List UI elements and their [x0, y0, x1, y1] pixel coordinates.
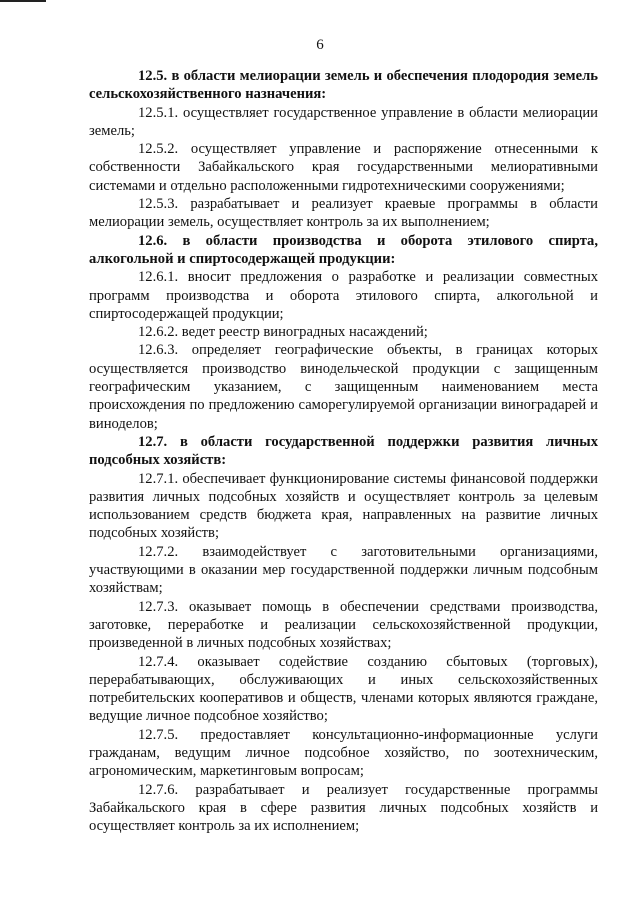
page-number: 6	[316, 37, 324, 53]
clause-paragraph: 12.7.4. оказывает содействие созданию сбытовых (торговых), перерабатывающих, обслуживающих и иных сельскохозяйственных потребительских кооперативов и обществ, членами которых являются граждане, ведущие личное подсобное хозяйство;	[89, 653, 598, 725]
scan-corner-mark	[0, 0, 46, 2]
section-heading: 12.7. в области государственной поддержки развития личных подсобных хозяйств:	[89, 433, 598, 469]
clause-paragraph: 12.5.1. осуществляет государственное управление в области мелиорации земель;	[89, 104, 598, 139]
document-body	[89, 67, 598, 835]
section-heading: 12.6. в области производства и оборота этилового спирта, алкогольной и спиртосодержащей продукции:	[89, 232, 598, 267]
clause-paragraph: 12.5.2. осуществляет управление и распоряжение отнесенными к собственности Забайкальского края государственными мелиоративными системами и отдельно расположенными гидротехническими сооружениями;	[89, 141, 598, 194]
clause-paragraph: 12.6.1. вносит предложения о разработке и реализации совместных программ производства и оборота этилового спирта, алкогольной и спиртосодержащей продукции;	[89, 269, 598, 322]
clause-paragraph: 12.6.2. ведет реестр виноградных насаждений;	[138, 324, 428, 341]
clause-paragraph: 12.7.3. оказывает помощь в обеспечении средствами производства, заготовке, переработке и реализации сельскохозяйственной продукции, произведенной в личных подсобных хозяйствах;	[89, 598, 598, 652]
clause-paragraph: 12.7.6. разрабатывает и реализует государственные программы Забайкальского края в сфере развития личных подсобных хозяйств и осуществляет контроль за их исполнением;	[89, 781, 598, 835]
clause-paragraph: 12.7.1. обеспечивает функционирование системы финансовой поддержки развития личных подсобных хозяйств и осуществляет контроль за целевым использованием средств бюджета края, направленных на развитие личных подсобных хозяйств;	[89, 470, 598, 542]
clause-paragraph: 12.6.3. определяет географические объекты, в границах которых осуществляется производство винодельческой продукции с защищенным географическим указанием, с защищенным наименованием места происхождения по предложению саморегулируемой организации виноградарей и виноделов;	[89, 342, 598, 432]
clause-paragraph: 12.7.2. взаимодействует с заготовительными организациями, участвующими в оказании мер государственной поддержки личным подсобным хозяйствам;	[89, 543, 598, 597]
clause-paragraph: 12.5.3. разрабатывает и реализует краевые программы в области мелиорации земель, осуществляет контроль за их выполнением;	[89, 196, 598, 231]
section-heading: 12.5. в области мелиорации земель и обеспечения плодородия земель сельскохозяйственного назначения:	[89, 68, 598, 103]
clause-paragraph: 12.7.5. предоставляет консультационно-информационные услуги гражданам, ведущим личное подсобное хозяйство, по зоотехническим, агрономическим, маркетинговым вопросам;	[89, 726, 598, 780]
